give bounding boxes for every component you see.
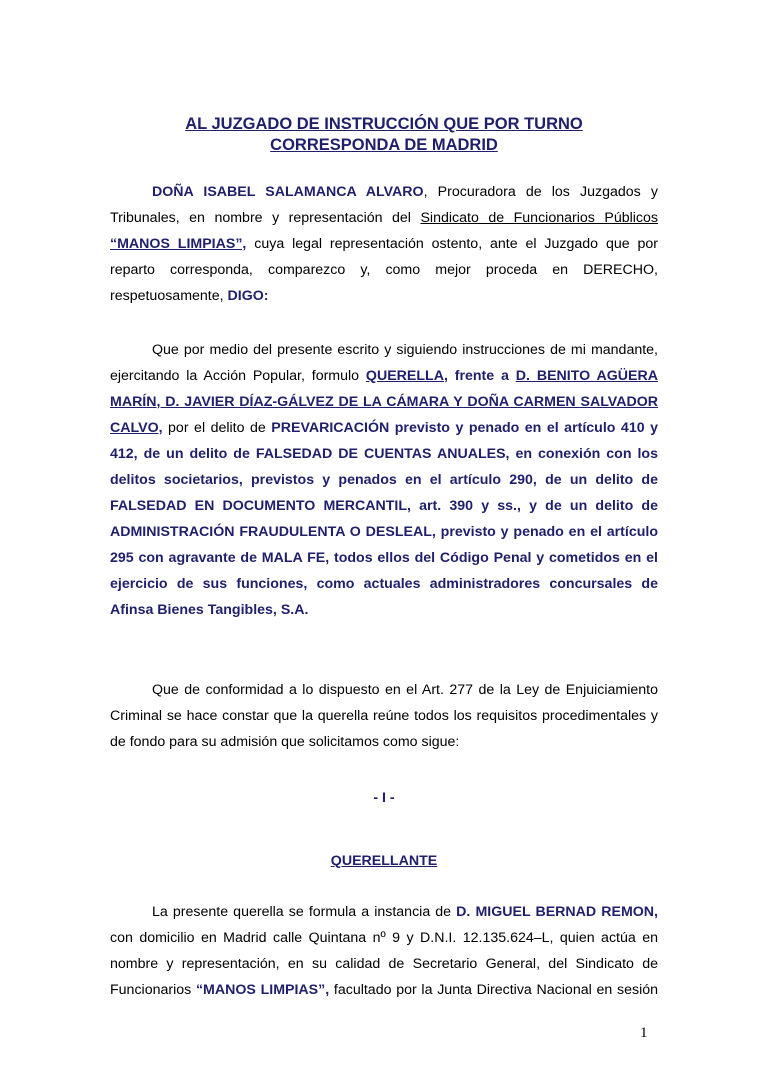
delito-8: Afinsa Bienes Tangibles, S.A. <box>110 602 309 618</box>
delito-2: 412, de un delito de FALSEDAD DE CUENTAS ANUALES, en conexión con los <box>110 446 658 462</box>
delito-7: ejercicio de sus funciones, como actuales administradores concursales de <box>110 576 658 592</box>
p4-text-4: Funcionarios <box>110 982 196 998</box>
manos-limpias-2: “MANOS LIMPIAS”, <box>195 982 330 998</box>
p1-text-4: reparto corresponda, comparezco y, como mejor proceda en DERECHO, <box>110 262 658 278</box>
section-heading-wrap <box>110 853 658 869</box>
p3-line-1: Que de conformidad a lo dispuesto en el Art. 277 de la Ley de Enjuiciamiento <box>152 682 658 698</box>
document-title <box>110 114 658 156</box>
delito-4: FALSEDAD EN DOCUMENTO MERCANTIL, art. 390 y ss., y de un delito de <box>110 498 658 514</box>
p4-line-3: nombre y representación, en su calidad de Secretario General, del Sindicato de <box>110 956 658 972</box>
accused-3: CALVO, <box>110 420 163 436</box>
delito-5: ADMINISTRACIÓN FRAUDULENTA O DESLEAL, previsto y penado en el artículo <box>110 524 658 540</box>
section-heading: QUERELLANTE <box>330 853 438 869</box>
querella-label: QUERELLA <box>365 368 444 384</box>
paragraph-conformidad <box>110 677 658 755</box>
p1-text-2: Tribunales, en nombre y representación del <box>110 210 421 226</box>
p1-text-1: , Procuradora de los Juzgados y <box>423 184 658 200</box>
accused-1: D. BENITO AGÜERA <box>515 368 659 384</box>
p3-line-2: Criminal se hace constar que la querella reúne todos los requisitos procedimentales y <box>110 708 658 724</box>
accused-2: MARÍN, D. JAVIER DÍAZ-GÁLVEZ DE LA CÁMARA Y DOÑA CARMEN SALVADOR <box>110 394 658 410</box>
p3-line-3: de fondo para su admisión que solicitamos como sigue: <box>110 734 460 750</box>
manos-limpias-1: “MANOS LIMPIAS”, <box>110 236 247 252</box>
digo-label: DIGO: <box>227 288 269 304</box>
delito-1: PREVARICACIÓN previsto y penado en el artículo 410 y <box>271 420 658 436</box>
sindicato-name: Sindicato de Funcionarios Públicos <box>420 210 658 226</box>
title-line-1: AL JUZGADO DE INSTRUCCIÓN QUE POR TURNO <box>185 115 583 133</box>
paragraph-querella <box>110 337 658 623</box>
p1-text-5: respetuosamente, <box>110 288 228 304</box>
delito-6: 295 con agravante de MALA FE, todos ellos del Código Penal y cometidos en el <box>110 550 658 566</box>
procuradora-name: DOÑA ISABEL SALAMANCA ALVARO <box>152 184 424 200</box>
p4-line-2: con domicilio en Madrid calle Quintana nº 9 y D.N.I. 12.135.624–L, quien actúa en <box>110 930 658 946</box>
p4-text-5: facultado por la Junta Directiva Nacional en sesión <box>329 982 658 998</box>
page-number: 1 <box>640 1025 648 1041</box>
p2-text-2: ejercitando la Acción Popular, formulo <box>110 368 366 384</box>
p2-text-3: , frente a <box>443 368 516 384</box>
p1-text-3: cuya legal representación ostento, ante el Juzgado que por <box>246 236 658 252</box>
p4-text-1: La presente querella se formula a instancia de <box>152 904 457 920</box>
section-number: - I - <box>373 790 395 806</box>
paragraph-querellante <box>110 899 658 1003</box>
querellante-name: D. MIGUEL BERNAD REMON, <box>456 904 658 920</box>
paragraph-procuradora <box>110 179 658 309</box>
title-line-2: CORRESPONDA DE MADRID <box>270 136 498 154</box>
p2-text-1: Que por medio del presente escrito y siguiendo instrucciones de mi mandante, <box>152 342 658 358</box>
delito-3: delitos societarios, previstos y penados en el artículo 290, de un delito de <box>110 472 658 488</box>
p2-text-4: por el delito de <box>162 420 272 436</box>
